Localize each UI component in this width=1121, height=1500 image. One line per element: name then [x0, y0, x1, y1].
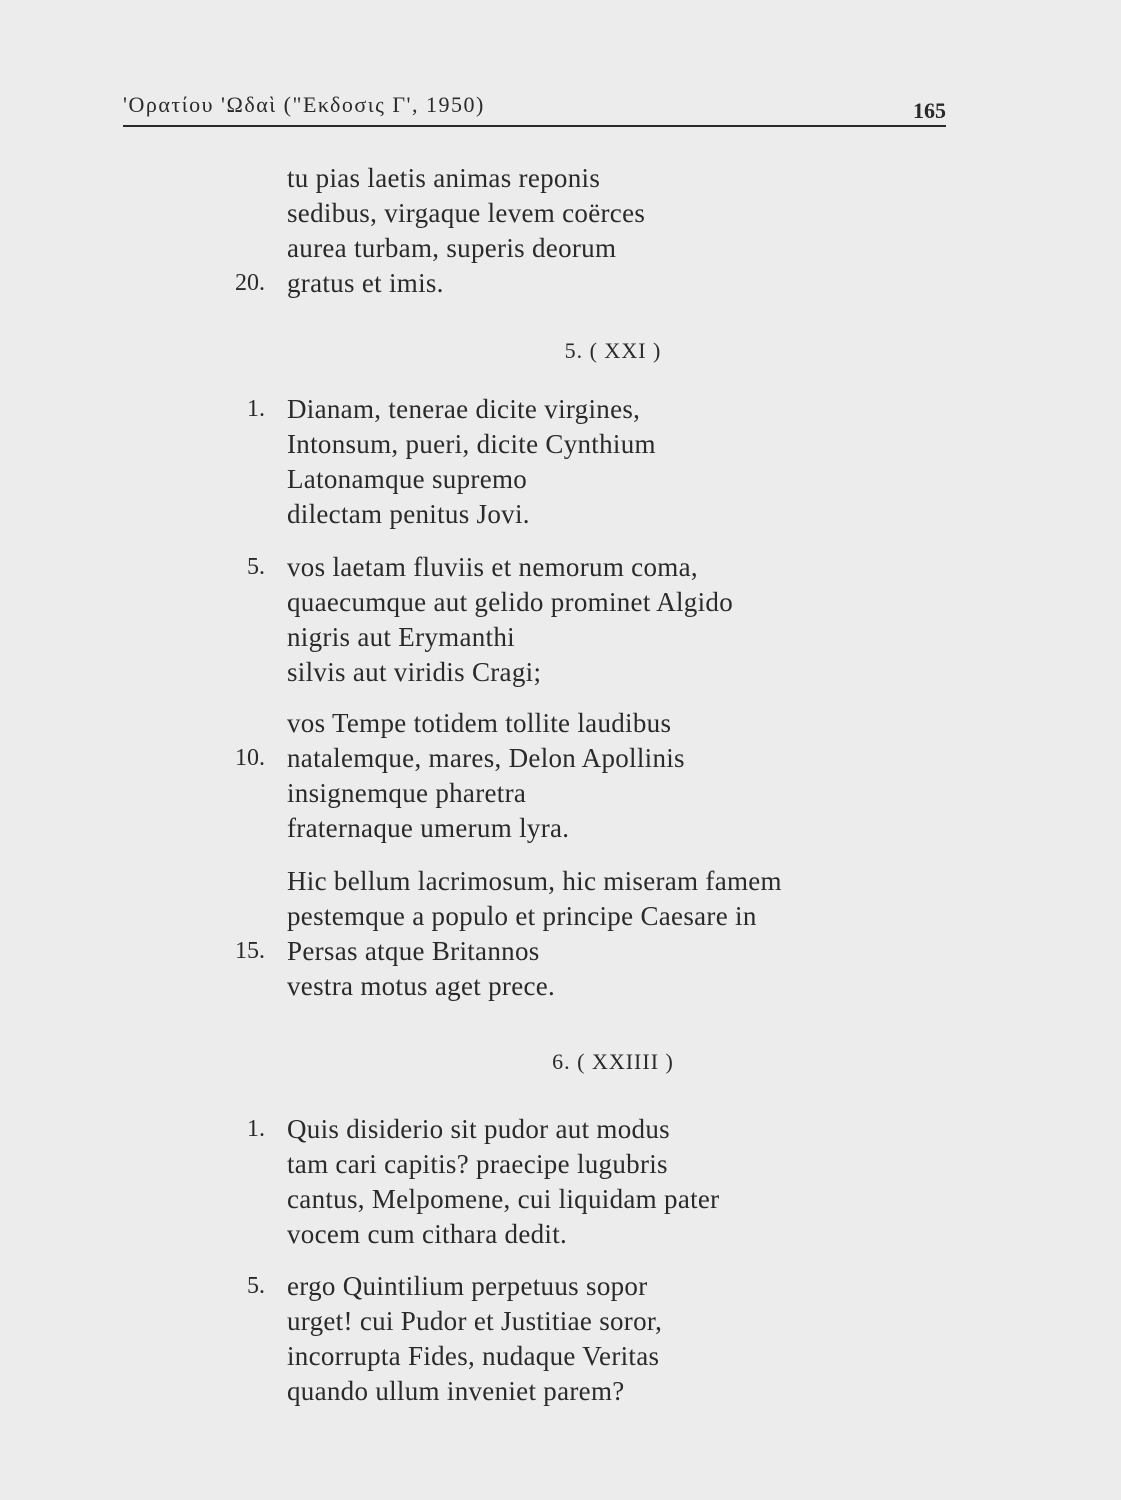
- verse-text: Persas atque Britannos: [287, 936, 540, 966]
- verse-text: pestemque a populo et principe Caesare in: [287, 901, 757, 931]
- running-title: 'Ορατίου 'Ωδαὶ ("Εκδοσις Γ', 1950): [123, 92, 485, 117]
- verse-line: [0, 391, 1121, 427]
- line-number: 15.: [235, 938, 265, 964]
- verse-text: aurea turbam, superis deorum: [287, 233, 617, 263]
- verse-line: [0, 496, 1121, 532]
- verse-line: [0, 1111, 1121, 1147]
- verse-text: vocem cum cithara dedit.: [287, 1219, 568, 1249]
- verse-line: [0, 654, 1121, 690]
- line-number: 20.: [235, 270, 265, 296]
- verse-line: [0, 898, 1121, 934]
- verse-line: [0, 933, 1121, 969]
- verse-line: [0, 1268, 1121, 1304]
- verse-text: natalemque, mares, Delon Apollinis: [287, 743, 685, 773]
- verse-text: dilectam penitus Jovi.: [287, 499, 530, 529]
- verse-text: incorrupta Fides, nudaque Veritas: [287, 1341, 660, 1371]
- verse-line: [0, 549, 1121, 585]
- verse-text: ergo Quintilium perpetuus sopor: [287, 1271, 648, 1301]
- verse-text: urget! cui Pudor et Justitiae soror,: [287, 1306, 663, 1336]
- verse-text: quaecumque aut gelido prominet Algido: [287, 587, 733, 617]
- line-number: 1.: [247, 1116, 265, 1142]
- verse-line: [0, 810, 1121, 846]
- verse-text: quando ullum inveniet parem?: [287, 1376, 625, 1406]
- verse-text: sedibus, virgaque levem coërces: [287, 198, 646, 228]
- verse-text: tu pias laetis animas reponis: [287, 163, 601, 193]
- verse-line: [0, 1338, 1121, 1374]
- verse-line: [0, 160, 1121, 196]
- verse-line: [0, 619, 1121, 655]
- verse-text: vestra motus aget prece.: [287, 971, 556, 1001]
- ode-heading: 6. ( XXIIII ): [552, 1049, 674, 1074]
- verse-text: Intonsum, pueri, dicite Cynthium: [287, 429, 656, 459]
- verse-line: [0, 461, 1121, 497]
- header-rule: [123, 125, 946, 127]
- verse-text: vos laetam fluviis et nemorum coma,: [287, 552, 698, 582]
- verse-line: [0, 195, 1121, 231]
- verse-line: [0, 740, 1121, 776]
- verse-line: [0, 1216, 1121, 1252]
- verse-line: [0, 230, 1121, 266]
- verse-line: [0, 705, 1121, 741]
- verse-text: gratus et imis.: [287, 268, 444, 298]
- verse-line: [0, 775, 1121, 811]
- verse-text: Quis disiderio sit pudor aut modus: [287, 1114, 670, 1144]
- verse-text: Latonamque supremo: [287, 464, 528, 494]
- verse-text: vos Tempe totidem tollite laudibus: [287, 708, 672, 738]
- verse-text: insignemque pharetra: [287, 778, 527, 808]
- verse-text: nigris aut Erymanthi: [287, 622, 515, 652]
- verse-text: Hic bellum lacrimosum, hic miseram famem: [287, 866, 782, 896]
- line-number: 1.: [247, 396, 265, 422]
- verse-text: silvis aut viridis Cragi;: [287, 657, 542, 687]
- verse-line: [0, 1373, 1121, 1409]
- page-header: [123, 92, 946, 132]
- verse-text: tam cari capitis? praecipe lugubris: [287, 1149, 668, 1179]
- verse-line: [0, 1303, 1121, 1339]
- page-number: 165: [913, 98, 946, 123]
- line-number: 5.: [247, 554, 265, 580]
- verse-line: [0, 584, 1121, 620]
- verse-line: [0, 968, 1121, 1004]
- verse-line: [0, 265, 1121, 301]
- verse-line: [0, 1146, 1121, 1182]
- ode-heading: 5. ( XXI ): [564, 338, 662, 363]
- verse-text: fraternaque umerum lyra.: [287, 813, 570, 843]
- verse-line: [0, 426, 1121, 462]
- verse-line: [0, 863, 1121, 899]
- line-number: 10.: [235, 745, 265, 771]
- verse-line: [0, 1181, 1121, 1217]
- line-number: 5.: [247, 1273, 265, 1299]
- verse-text: Dianam, tenerae dicite virgines,: [287, 394, 641, 424]
- verse-text: cantus, Melpomene, cui liquidam pater: [287, 1184, 720, 1214]
